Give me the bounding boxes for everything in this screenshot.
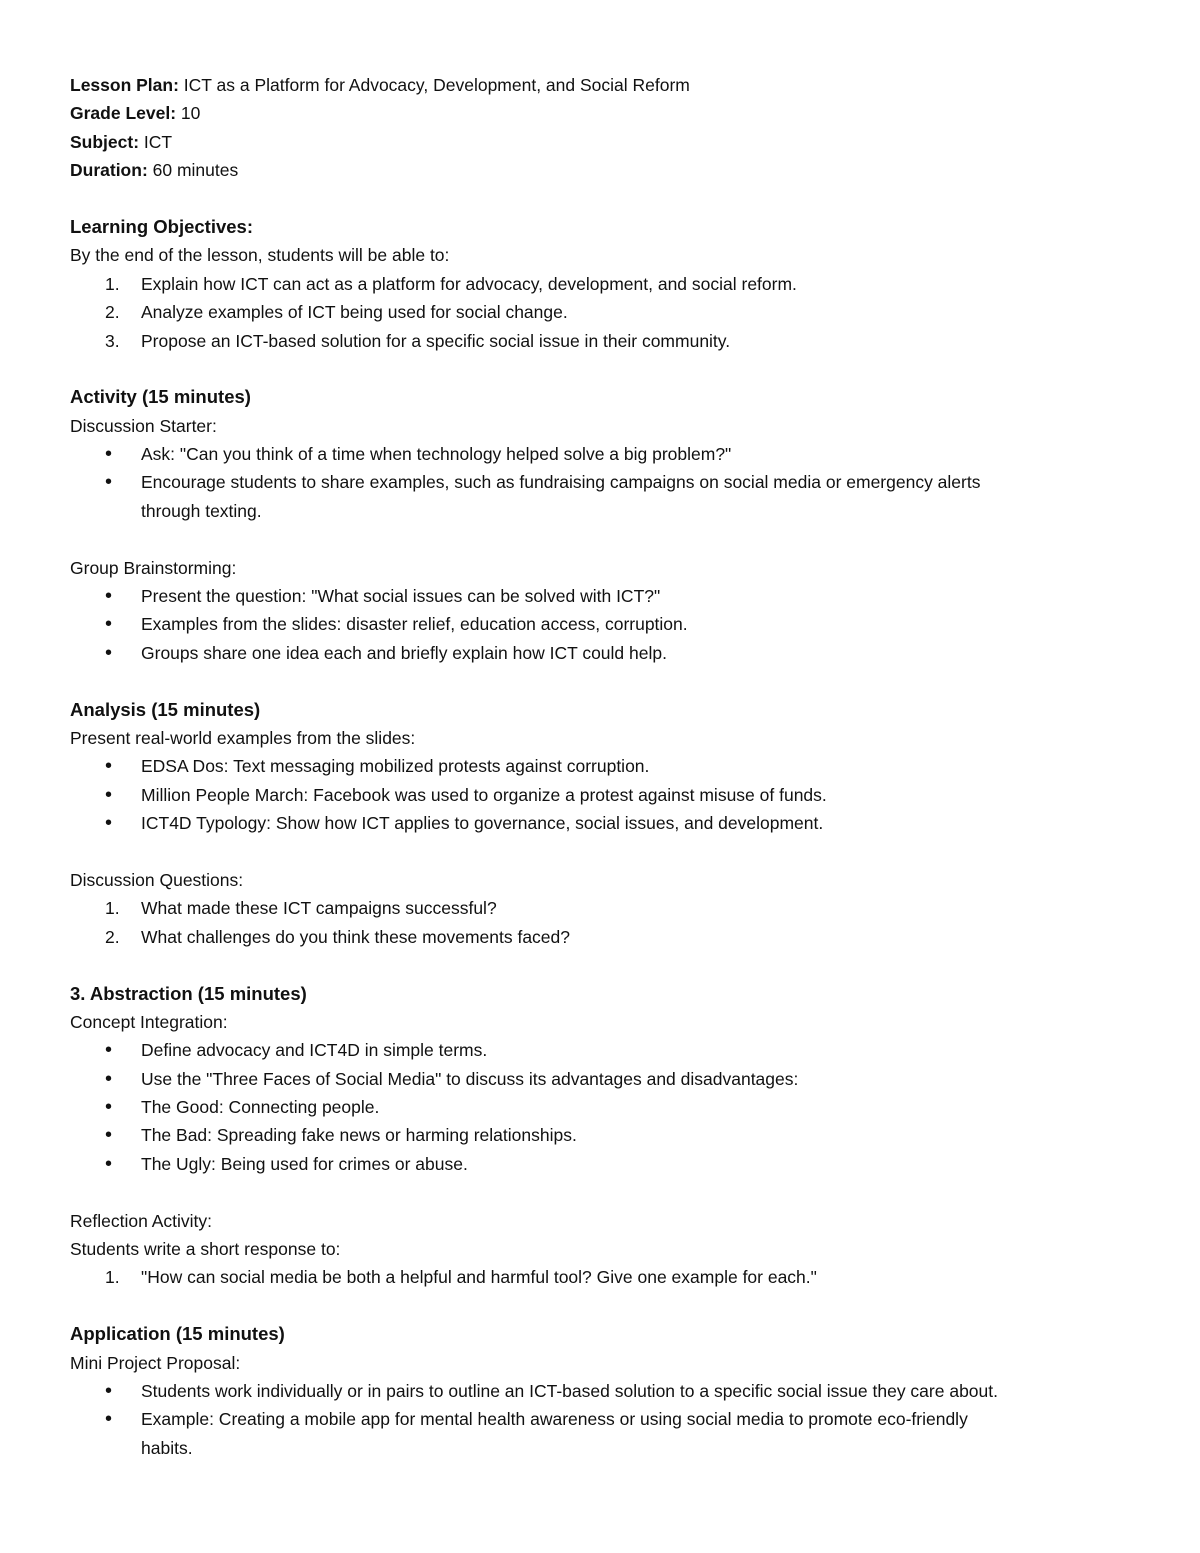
activity-heading: Activity (15 minutes): [70, 386, 251, 408]
bullet-icon: •: [105, 1067, 113, 1090]
objective-item: [70, 327, 1130, 355]
bullet-text: Examples from the slides: disaster relief, education access, corruption.: [141, 614, 688, 635]
subject-line: [70, 128, 1130, 156]
grade-level-value: 10: [176, 103, 201, 124]
subject-value: ICT: [139, 131, 173, 152]
subject-label: Subject:: [70, 131, 140, 152]
discussion-starter-label: Discussion Starter:: [70, 415, 217, 436]
bullet-item: [70, 1121, 1130, 1149]
bullet-text: Groups share one idea each and briefly explain how ICT could help.: [141, 642, 667, 663]
bullet-text-continuation: habits.: [141, 1437, 193, 1458]
question-text: What challenges do you think these movements faced?: [141, 926, 570, 947]
bullet-text: The Bad: Spreading fake news or harming relationships.: [141, 1125, 577, 1146]
bullet-icon: •: [105, 641, 113, 664]
objective-text: Analyze examples of ICT being used for social change.: [141, 302, 568, 323]
duration-label: Duration:: [70, 160, 148, 181]
bullet-icon: •: [105, 1408, 113, 1431]
objective-text: Explain how ICT can act as a platform for advocacy, development, and social reform.: [141, 273, 797, 294]
bullet-icon: •: [105, 585, 113, 608]
reflection-text: "How can social media be both a helpful and harmful tool? Give one example for each.": [141, 1267, 817, 1288]
question-item: [70, 923, 1130, 951]
bullet-item: [70, 781, 1130, 809]
bullet-text: The Ugly: Being used for crimes or abuse.: [141, 1153, 468, 1174]
bullet-text: Ask: "Can you think of a time when technology helped solve a big problem?": [141, 444, 732, 465]
bullet-icon: •: [105, 1039, 113, 1062]
bullet-text: Present the question: "What social issues can be solved with ICT?": [141, 586, 661, 607]
list-number: 2.: [105, 302, 120, 323]
bullet-icon: •: [105, 755, 113, 778]
bullet-text: Million People March: Facebook was used to organize a protest against misuse of funds.: [141, 784, 827, 805]
bullet-item: [70, 1093, 1130, 1121]
list-number: 3.: [105, 330, 120, 351]
analysis-heading: Analysis (15 minutes): [70, 698, 261, 720]
bullet-text: Example: Creating a mobile app for mental health awareness or using social media to promote eco-friendly: [141, 1409, 968, 1430]
bullet-text: EDSA Dos: Text messaging mobilized protests against corruption.: [141, 756, 650, 777]
grade-level-label: Grade Level:: [70, 103, 177, 124]
bullet-item: [70, 752, 1130, 780]
bullet-item: [70, 1377, 1130, 1405]
bullet-icon: •: [105, 443, 113, 466]
bullet-icon: •: [105, 1152, 113, 1175]
concept-integration-label: Concept Integration:: [70, 1011, 228, 1032]
bullet-item: [70, 582, 1130, 610]
bullet-item: [70, 1405, 1130, 1433]
bullet-item: [70, 1036, 1130, 1064]
bullet-text: ICT4D Typology: Show how ICT applies to governance, social issues, and development.: [141, 813, 824, 834]
reflection-item: [70, 1263, 1130, 1291]
list-number: 2.: [105, 926, 120, 947]
bullet-text: Define advocacy and ICT4D in simple terms.: [141, 1040, 488, 1061]
bullet-icon: •: [105, 471, 113, 494]
bullet-text: Students work individually or in pairs to outline an ICT-based solution to a specific social issue they care about.: [141, 1380, 998, 1401]
objectives-heading: Learning Objectives:: [70, 215, 253, 237]
bullet-item: [70, 1065, 1130, 1093]
bullet-text: The Good: Connecting people.: [141, 1097, 380, 1118]
list-number: 1.: [105, 898, 120, 919]
bullet-icon: •: [105, 1096, 113, 1119]
bullet-icon: •: [105, 613, 113, 636]
bullet-item: [70, 468, 1130, 496]
bullet-icon: •: [105, 812, 113, 835]
mini-project-label: Mini Project Proposal:: [70, 1352, 241, 1373]
bullet-text: Use the "Three Faces of Social Media" to discuss its advantages and disadvantages:: [141, 1068, 799, 1089]
objective-item: [70, 270, 1130, 298]
question-item: [70, 894, 1130, 922]
bullet-item: [70, 639, 1130, 667]
bullet-item: [70, 610, 1130, 638]
question-text: What made these ICT campaigns successful?: [141, 898, 497, 919]
bullet-text: Encourage students to share examples, such as fundraising campaigns on social media or emergency alerts: [141, 472, 981, 493]
abstraction-heading: 3. Abstraction (15 minutes): [70, 982, 307, 1004]
reflection-intro: Students write a short response to:: [70, 1239, 341, 1260]
lesson-plan-label: Lesson Plan:: [70, 75, 179, 95]
bullet-icon: •: [105, 1379, 113, 1402]
bullet-item: [70, 1150, 1130, 1178]
bullet-item: [70, 809, 1130, 837]
objective-item: [70, 298, 1130, 326]
lesson-plan-line: [70, 71, 1130, 99]
discussion-questions-label: Discussion Questions:: [70, 869, 244, 890]
bullet-item: [70, 440, 1130, 468]
lesson-plan-title: ICT as a Platform for Advocacy, Development, and Social Reform: [178, 75, 690, 95]
bullet-item-continuation: [70, 497, 1130, 525]
bullet-item-continuation: [70, 1434, 1130, 1462]
duration-value: 60 minutes: [147, 160, 239, 181]
objective-text: Propose an ICT-based solution for a specific social issue in their community.: [141, 330, 731, 351]
bullet-icon: •: [105, 1124, 113, 1147]
list-number: 1.: [105, 1267, 120, 1288]
group-brainstorming-label: Group Brainstorming:: [70, 557, 237, 578]
analysis-intro: Present real-world examples from the slides:: [70, 727, 416, 748]
bullet-text-continuation: through texting.: [141, 500, 262, 521]
application-heading: Application (15 minutes): [70, 1323, 285, 1345]
duration-line: [70, 156, 1130, 184]
reflection-activity-label: Reflection Activity:: [70, 1210, 212, 1231]
objectives-intro: By the end of the lesson, students will be able to:: [70, 245, 450, 266]
bullet-icon: •: [105, 783, 113, 806]
list-number: 1.: [105, 273, 120, 294]
grade-level-line: [70, 99, 1130, 127]
